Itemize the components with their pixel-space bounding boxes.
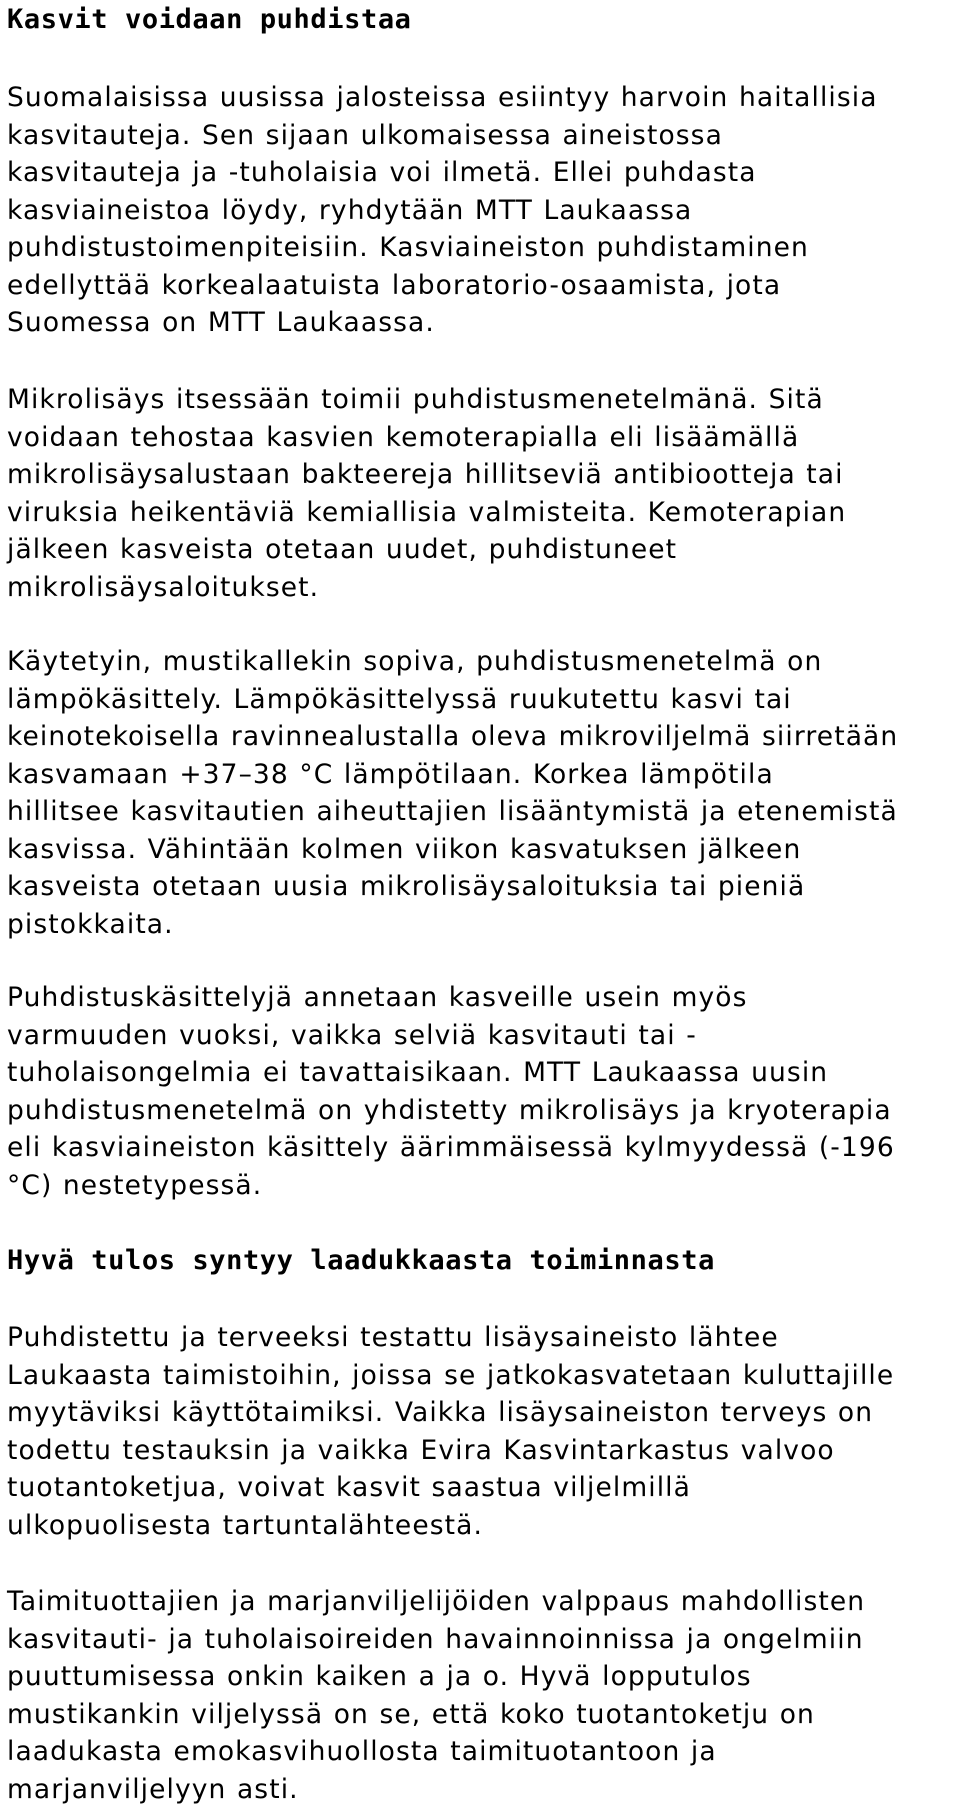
paragraph-micropropagation xyxy=(7,381,955,606)
text-line: eli kasviaineiston käsittely äärimmäisessä kylmyydessä (-196 xyxy=(7,1129,955,1167)
text-line: lämpökäsittely. Lämpökäsittelyssä ruukutettu kasvi tai xyxy=(7,681,955,719)
text-line: puuttumisessa onkin kaiken a ja o. Hyvä lopputulos xyxy=(7,1658,955,1696)
text-line: pistokkaita. xyxy=(7,906,955,944)
text-line: Taimituottajien ja marjanviljelijöiden valppaus mahdollisten xyxy=(7,1583,955,1621)
text-line: Puhdistuskäsittelyjä annetaan kasveille usein myös xyxy=(7,979,955,1017)
section-heading-quality: Hyvä tulos syntyy laadukkaasta toiminnasta xyxy=(7,1244,715,1278)
text-line: Suomessa on MTT Laukaassa. xyxy=(7,304,955,342)
text-line: puhdistusmenetelmä on yhdistetty mikrolisäys ja kryoterapia xyxy=(7,1092,955,1130)
text-line: Laukaasta taimistoihin, joissa se jatkokasvatetaan kuluttajille xyxy=(7,1357,955,1395)
text-line: todettu testauksin ja vaikka Evira Kasvintarkastus valvoo xyxy=(7,1432,955,1470)
paragraph-tested-material xyxy=(7,1319,955,1544)
text-line: jälkeen kasveista otetaan uudet, puhdistuneet xyxy=(7,531,955,569)
text-line: °C) nestetypessä. xyxy=(7,1167,955,1205)
text-line: mikrolisäysalustaan bakteereja hillitseviä antibiootteja tai xyxy=(7,456,955,494)
text-line: Suomalaisissa uusissa jalosteissa esiintyy harvoin haitallisia xyxy=(7,79,955,117)
text-line: voidaan tehostaa kasvien kemoterapialla eli lisäämällä xyxy=(7,419,955,457)
text-line: kasveista otetaan uusia mikrolisäysaloituksia tai pieniä xyxy=(7,868,955,906)
text-line: edellyttää korkealaatuista laboratorio-osaamista, jota xyxy=(7,267,955,305)
text-line: kasvitauteja. Sen sijaan ulkomaisessa aineistossa xyxy=(7,117,955,155)
text-line: Mikrolisäys itsessään toimii puhdistusmenetelmänä. Sitä xyxy=(7,381,955,419)
text-line: keinotekoisella ravinnealustalla oleva mikroviljelmä siirretään xyxy=(7,718,955,756)
paragraph-vigilance xyxy=(7,1583,955,1808)
text-line: myytäviksi käyttötaimiksi. Vaikka lisäysaineiston terveys on xyxy=(7,1394,955,1432)
text-line: ulkopuolisesta tartuntalähteestä. xyxy=(7,1507,955,1545)
text-line: kasvitauti- ja tuholaisoireiden havainnoinnissa ja ongelmiin xyxy=(7,1621,955,1659)
text-line: kasvamaan +37–38 °C lämpötilaan. Korkea lämpötila xyxy=(7,756,955,794)
text-line: puhdistustoimenpiteisiin. Kasviaineiston puhdistaminen xyxy=(7,229,955,267)
text-line: hillitsee kasvitautien aiheuttajien lisääntymistä ja etenemistä xyxy=(7,793,955,831)
text-line: mikrolisäysaloitukset. xyxy=(7,569,955,607)
text-line: kasviaineistoa löydy, ryhdytään MTT Laukaassa xyxy=(7,192,955,230)
text-line: Käytetyin, mustikallekin sopiva, puhdistusmenetelmä on xyxy=(7,643,955,681)
text-line: viruksia heikentäviä kemiallisia valmisteita. Kemoterapian xyxy=(7,494,955,532)
section-heading-cleaning: Kasvit voidaan puhdistaa xyxy=(7,3,412,37)
text-line: varmuuden vuoksi, vaikka selviä kasvitauti tai - xyxy=(7,1017,955,1055)
text-line: tuholaisongelmia ei tavattaisikaan. MTT Laukaassa uusin xyxy=(7,1054,955,1092)
paragraph-heat-treatment xyxy=(7,643,955,943)
text-line: kasvitauteja ja -tuholaisia voi ilmetä. Ellei puhdasta xyxy=(7,154,955,192)
paragraph-cryotherapy xyxy=(7,979,955,1204)
text-line: laadukasta emokasvihuollosta taimituotantoon ja xyxy=(7,1733,955,1771)
text-line: mustikankin viljelyssä on se, että koko tuotantoketju on xyxy=(7,1696,955,1734)
text-line: kasvissa. Vähintään kolmen viikon kasvatuksen jälkeen xyxy=(7,831,955,869)
text-line: Puhdistettu ja terveeksi testattu lisäysaineisto lähtee xyxy=(7,1319,955,1357)
paragraph-intro xyxy=(7,79,955,342)
text-line: tuotantoketjua, voivat kasvit saastua viljelmillä xyxy=(7,1469,955,1507)
text-line: marjanviljelyyn asti. xyxy=(7,1771,955,1808)
